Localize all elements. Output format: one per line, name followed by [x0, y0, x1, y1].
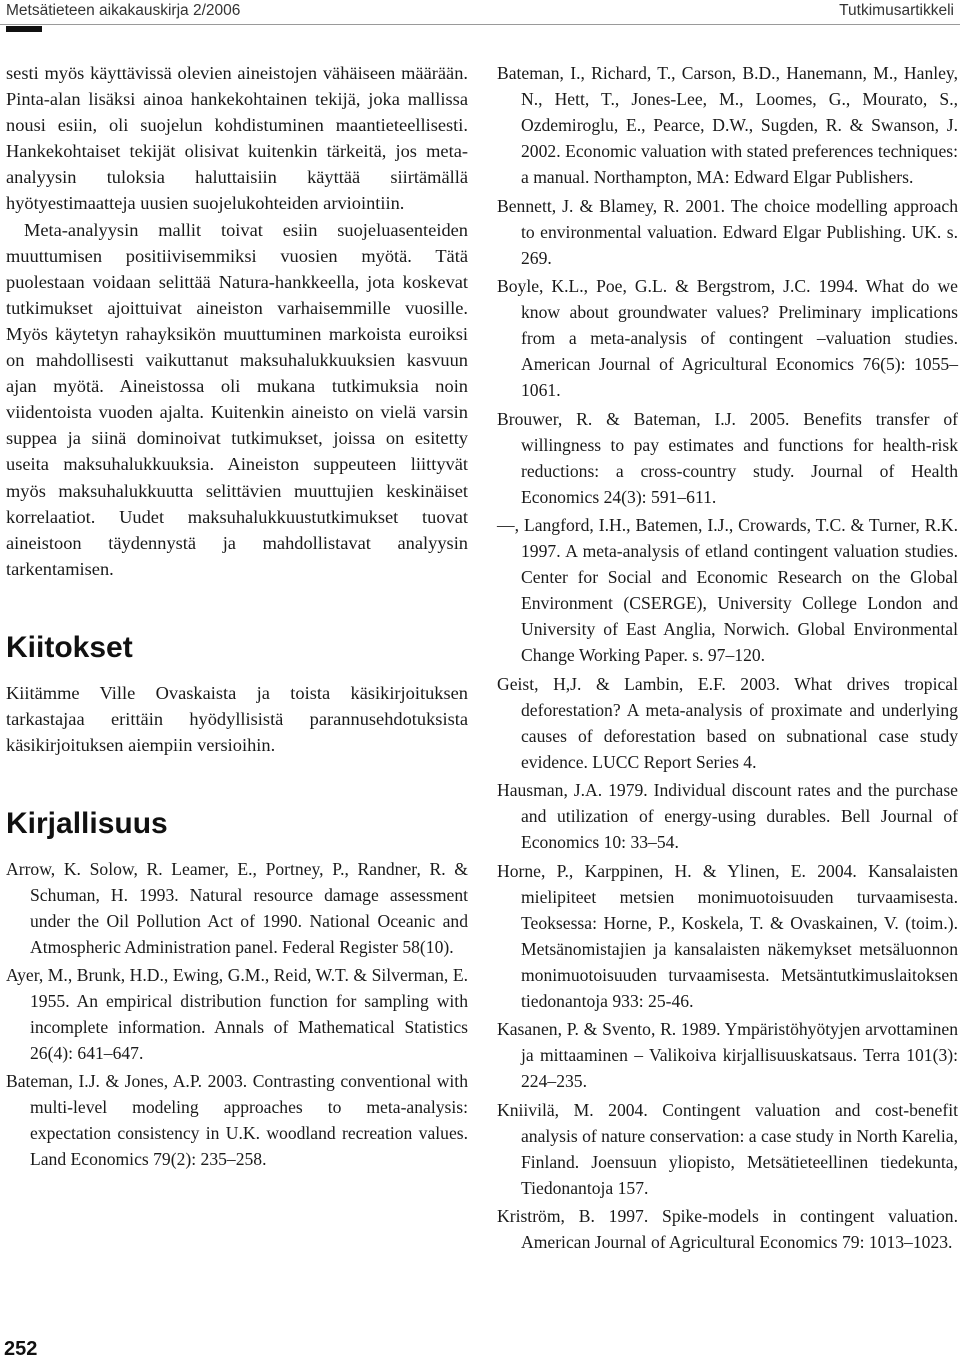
- acknowledgements-heading: Kiitokset: [6, 630, 133, 664]
- reference-entry: Ayer, M., Brunk, H.D., Ewing, G.M., Reid, W.T. & Silverman, E. 1955. An empirical distribution function for sampling with incomplete information. Annals of Mathematical Statistics 26(4): 641–647.: [6, 965, 468, 1064]
- reference-entry: Hausman, J.A. 1979. Individual discount rates and the purchase and utilization of energy-using durables. Bell Journal of Economics 10: 33–54.: [497, 780, 958, 852]
- reference-entry: Bateman, I., Richard, T., Carson, B.D., Hanemann, M., Hanley, N., Hett, T., Jones-Lee, M., Loomes, G., Mourato, S., Ozdemiroglu, E., Pearce, D.W., Sugden, R. & Swanson, J. 2002. Economic valuation with stated preferences techniques: a manual. Northampton, MA: Edward Elgar Publishers.: [497, 63, 958, 187]
- left-column: [6, 60, 468, 1174]
- running-header: [0, 0, 960, 24]
- reference-entry: —, Langford, I.H., Batemen, I.J., Crowards, T.C. & Turner, R.K. 1997. A meta-analysis of etland contingent valuation studies. Center for Social and Economic Research on the Global Environment (CSERGE), University College London and University of East Anglia, Norwich. Global Environmental Change Working Paper. s. 97–120.: [497, 515, 958, 665]
- references-heading: Kirjallisuus: [6, 807, 168, 841]
- reference-list-left: [6, 856, 468, 1172]
- reference-entry: Kriström, B. 1997. Spike-models in contingent valuation. American Journal of Agricultural Economics 79: 1013–1023.: [497, 1206, 958, 1252]
- reference-entry: Arrow, K. Solow, R. Leamer, E., Portney, P., Randner, R. & Schuman, H. 1993. Natural resource damage assessment under the Oil Pollution Act of 1990. National Oceanic and Atmospheric Administration panel. Federal Register 58(10).: [6, 859, 468, 958]
- article-type: Tutkimusartikkeli: [839, 2, 954, 19]
- reference-entry: Geist, H,J. & Lambin, E.F. 2003. What drives tropical deforestation? A meta-analysis of proximate and underlying causes of deforestation based on subnational case study evidence. LUCC Report Series 4.: [497, 673, 958, 772]
- reference-entry: Kniivilä, M. 2004. Contingent valuation and cost-benefit analysis of nature conservation: a case study in North Karelia, Finland. Joensuun yliopisto, Metsätieteellinen tiedekunta, Tiedonantoja 157.: [497, 1099, 958, 1198]
- reference-entry: Horne, P., Karppinen, H. & Ylinen, E. 2004. Kansalaisten mielipiteet metsien monimuotoisuuden turvaamisesta. Teoksessa: Horne, P., Koskela, T. & Ovaskainen, V. (toim.). Metsänomistajien ja kansalaisten näkemykset metsäluonnon monimuotoisuuden turvaamisesta. Metsäntutkimuslaitoksen tiedonantoja 933: 25-46.: [497, 860, 958, 1011]
- reference-list-right: [497, 60, 958, 1255]
- reference-entry: Bateman, I.J. & Jones, A.P. 2003. Contrasting conventional with multi-level modeling approaches to meta-analysis: expectation consistency in U.K. woodland recreation values. Land Economics 79(2): 235–258.: [6, 1071, 468, 1170]
- body-paragraph: sesti myös käyttävissä olevien aineistojen vähäiseen määrään. Pinta-alan lisäksi ainoa hankekohtainen tekijä, joka mallissa nousi esiin, oli suojelun kohdistuminen maantieteellisesti. Hankekohtaiset tekijät olisivat kuitenkin tärkeitä, jos meta-analyysin tuloksia haluttaisiin käyttää siirtämällä hyötyestimaatteja uusien suojelukohteiden arviointiin.: [6, 63, 468, 214]
- acknowledgements-text: Kiitämme Ville Ovaskaista ja toista käsikirjoituksen tarkastajaa erittäin hyödyllisistä parannusehdotuksista käsikirjoituksen aiempiin versioihin.: [6, 682, 468, 756]
- reference-entry: Kasanen, P. & Svento, R. 1989. Ympäristöhyötyjen arvottaminen ja mittaaminen – Valikoiva kirjallisuuskatsaus. Terra 101(3): 224–235.: [497, 1019, 958, 1091]
- journal-title: Metsätieteen aikakauskirja 2/2006: [6, 2, 241, 19]
- header-rule: [0, 24, 960, 25]
- reference-entry: Bennett, J. & Blamey, R. 2001. The choice modelling approach to environmental valuation. Edward Elgar Publishing. UK. s. 269.: [497, 195, 958, 268]
- right-column: [497, 60, 958, 1258]
- body-paragraph: Meta-analyysin mallit toivat esiin suojeluasenteiden muuttumisen positiivisemmiksi vuosien myötä. Tätä puolestaan voidaan selittää Natura-hankkeella, jota koskevat tutkimukset ajoittuivat aineiston varhaisemmille vuosille. Myös käytetyn rahayksikön muuttuminen markoista euroiksi on mahdollisesti vaikuttanut maksuhalukkuuksien kasvuun ajan myötä. Aineistossa oli mukana tutkimuksia noin viidentoista vuoden ajalta. Kuitenkin aineisto on vielä varsin suppea ja siinä dominoivat tutkimukset, joissa on esitetty useita maksuhalukkuuksia. Aineiston suppeuteen liittyvät myös maksuhalukkuutta selittävien muuttujien keskinäiset korrelaatiot. Uudet maksuhalukkuustutkimukset tuovat aineistoon täydennystä ja mahdollistavat analyysin tarkentamisen.: [6, 219, 468, 579]
- reference-entry: Brouwer, R. & Bateman, I.J. 2005. Benefits transfer of willingness to pay estimates and functions for health-risk reductions: a cross-country study. Journal of Health Economics 24(3): 591–611.: [497, 408, 958, 507]
- page-number: 252: [4, 1338, 38, 1360]
- reference-entry: Boyle, K.L., Poe, G.L. & Bergstrom, J.C. 1994. What do we know about groundwater values? Preliminary implications from a meta-analysis of contingent –valuation studies. American Journal of Agricultural Economics 76(5): 1055–1061.: [497, 276, 958, 400]
- header-tab-marker: [6, 26, 42, 32]
